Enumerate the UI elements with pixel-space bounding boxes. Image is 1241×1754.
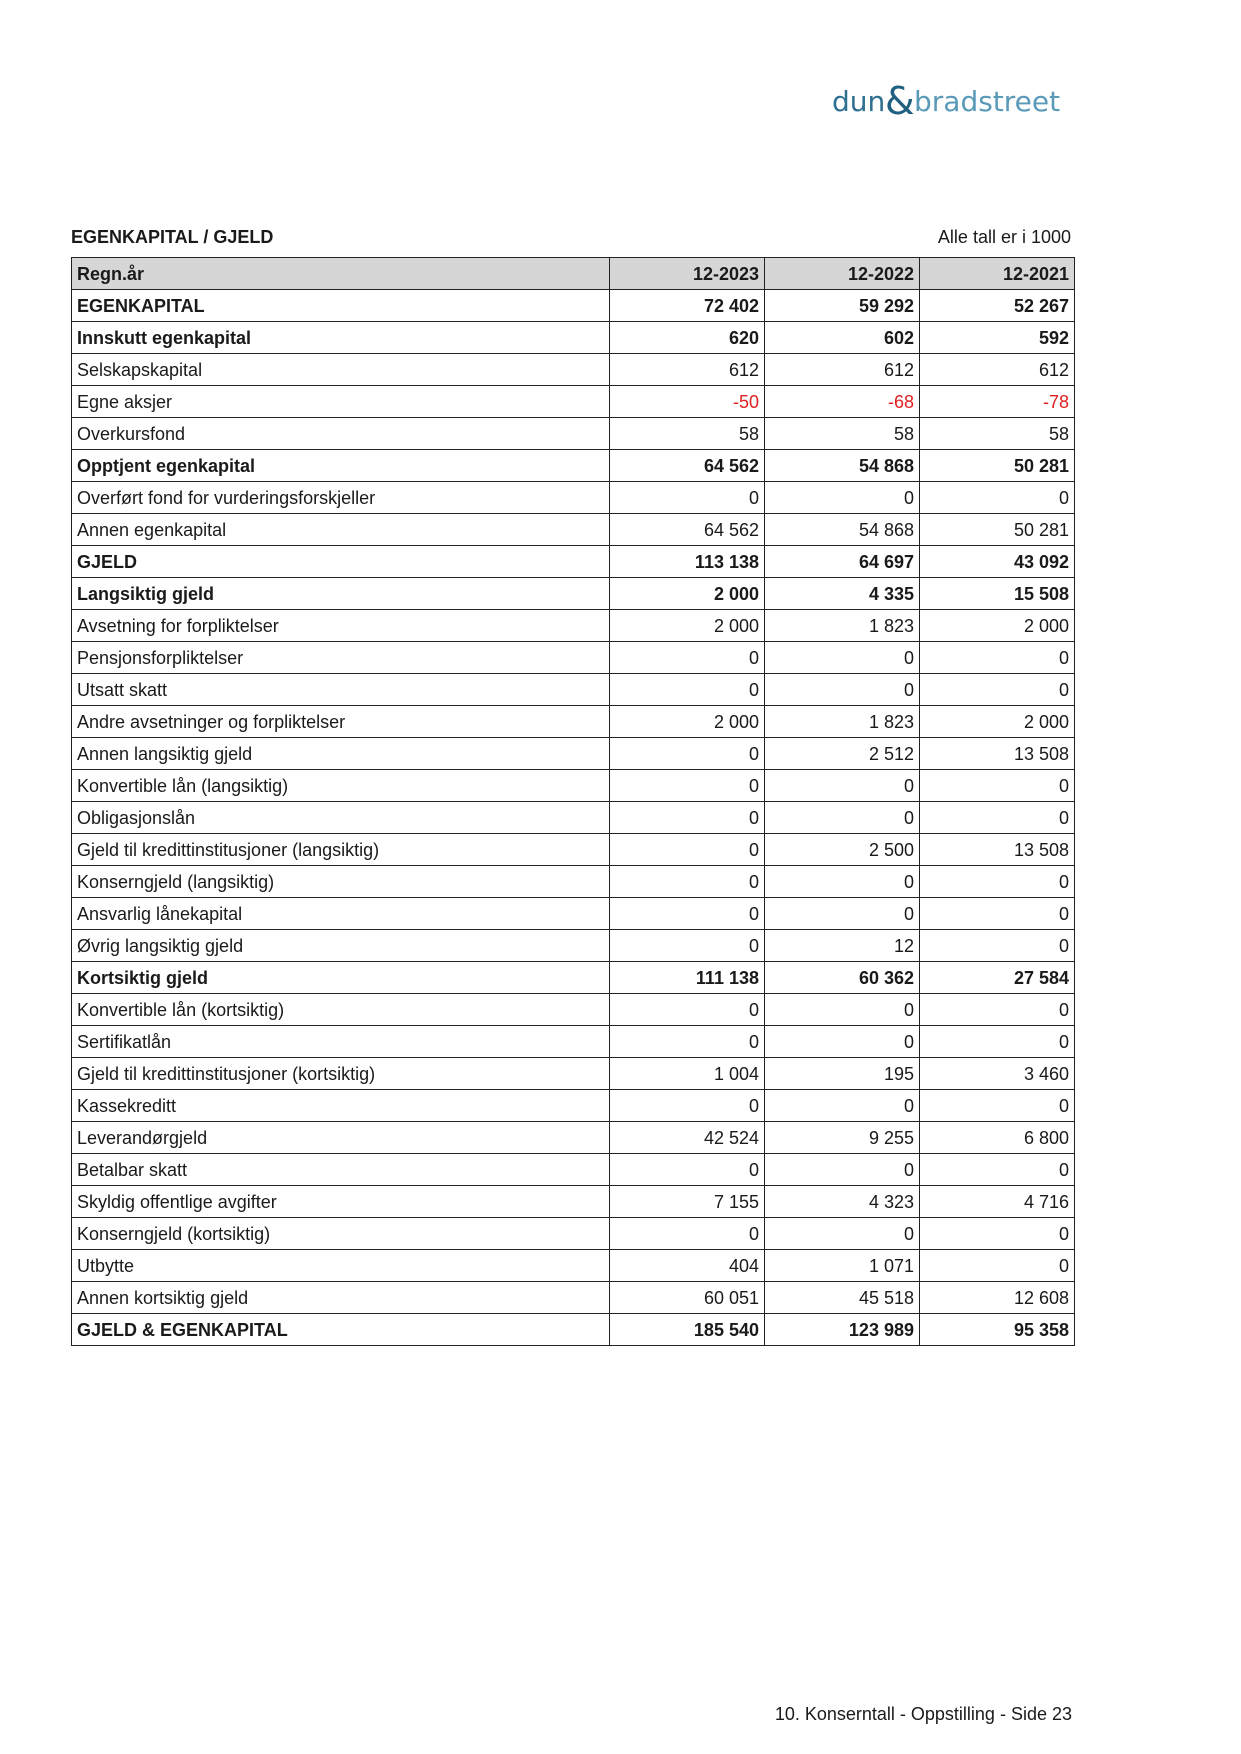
row-value: 43 092: [920, 546, 1075, 578]
row-value: 50 281: [920, 514, 1075, 546]
row-value: 64 697: [765, 546, 920, 578]
table-header: [72, 258, 1075, 290]
row-value: 2 000: [920, 610, 1075, 642]
row-value: 60 362: [765, 962, 920, 994]
table-row: [72, 1218, 1075, 1250]
table-row: [72, 674, 1075, 706]
row-value: 0: [610, 738, 765, 770]
section-title: EGENKAPITAL / GJELD: [71, 227, 274, 247]
row-value: 0: [610, 802, 765, 834]
row-label: Betalbar skatt: [72, 1154, 610, 1186]
logo-ampersand: &: [885, 79, 915, 122]
table-row: [72, 354, 1075, 386]
row-value: 60 051: [610, 1282, 765, 1314]
row-value: 2 000: [610, 610, 765, 642]
row-label: Andre avsetninger og forpliktelser: [72, 706, 610, 738]
table-row: [72, 578, 1075, 610]
row-value: 0: [920, 674, 1075, 706]
row-value: 64 562: [610, 514, 765, 546]
row-label: GJELD: [72, 546, 610, 578]
table-row: [72, 898, 1075, 930]
page-footer: 10. Konserntall - Oppstilling - Side 23: [774, 1704, 1072, 1724]
row-value: 602: [765, 322, 920, 354]
row-value: 111 138: [610, 962, 765, 994]
row-label: Kortsiktig gjeld: [72, 962, 610, 994]
row-value: 0: [920, 1218, 1075, 1250]
row-value: 0: [610, 1090, 765, 1122]
row-value: 0: [765, 674, 920, 706]
row-value: 15 508: [920, 578, 1075, 610]
row-label: Konvertible lån (kortsiktig): [72, 994, 610, 1026]
row-value: 0: [920, 1154, 1075, 1186]
row-value: 0: [610, 770, 765, 802]
row-label: Øvrig langsiktig gjeld: [72, 930, 610, 962]
row-label: Gjeld til kredittinstitusjoner (langsiktig): [72, 834, 610, 866]
row-value: 0: [920, 866, 1075, 898]
table-row: [72, 482, 1075, 514]
table-row: [72, 386, 1075, 418]
row-value: -78: [920, 386, 1075, 418]
row-value: 185 540: [610, 1314, 765, 1346]
table-row: [72, 1250, 1075, 1282]
table-row: [72, 1314, 1075, 1346]
table-row: [72, 866, 1075, 898]
row-value: 1 823: [765, 610, 920, 642]
row-value: 0: [610, 994, 765, 1026]
row-value: 0: [610, 834, 765, 866]
row-label: Utbytte: [72, 1250, 610, 1282]
row-label: Utsatt skatt: [72, 674, 610, 706]
table-row: [72, 1090, 1075, 1122]
row-value: 0: [610, 482, 765, 514]
row-label: Selskapskapital: [72, 354, 610, 386]
row-label: Annen kortsiktig gjeld: [72, 1282, 610, 1314]
row-value: 58: [765, 418, 920, 450]
row-value: 0: [765, 898, 920, 930]
row-value: 0: [920, 770, 1075, 802]
row-value: 0: [765, 1154, 920, 1186]
row-value: 0: [610, 1154, 765, 1186]
row-value: 2 512: [765, 738, 920, 770]
table-row: [72, 418, 1075, 450]
row-label: Gjeld til kredittinstitusjoner (kortsiktig): [72, 1058, 610, 1090]
row-value: 3 460: [920, 1058, 1075, 1090]
row-label: Egne aksjer: [72, 386, 610, 418]
row-value: 0: [765, 482, 920, 514]
table-row: [72, 930, 1075, 962]
logo-text-right: bradstreet: [914, 85, 1061, 118]
row-value: 4 716: [920, 1186, 1075, 1218]
row-value: 12: [765, 930, 920, 962]
table-row: [72, 770, 1075, 802]
unit-note: Alle tall er i 1000: [937, 227, 1071, 247]
header-year: 12-2021: [920, 258, 1075, 290]
row-value: 620: [610, 322, 765, 354]
row-value: 1 004: [610, 1058, 765, 1090]
row-label: Skyldig offentlige avgifter: [72, 1186, 610, 1218]
row-value: 64 562: [610, 450, 765, 482]
row-label: Overført fond for vurderingsforskjeller: [72, 482, 610, 514]
row-value: 4 335: [765, 578, 920, 610]
row-value: 0: [920, 1090, 1075, 1122]
row-value: 0: [765, 1026, 920, 1058]
row-value: 0: [920, 994, 1075, 1026]
row-value: -50: [610, 386, 765, 418]
row-value: 0: [610, 642, 765, 674]
row-value: 0: [610, 1026, 765, 1058]
table-row: [72, 802, 1075, 834]
row-value: 0: [765, 770, 920, 802]
row-value: 54 868: [765, 514, 920, 546]
row-value: 0: [765, 994, 920, 1026]
row-value: 2 000: [920, 706, 1075, 738]
row-value: 58: [920, 418, 1075, 450]
row-value: 0: [920, 1250, 1075, 1282]
table-row: [72, 290, 1075, 322]
row-value: 0: [765, 1090, 920, 1122]
table-row: [72, 450, 1075, 482]
table-body: [72, 290, 1075, 1346]
row-value: 2 000: [610, 578, 765, 610]
section-header: [71, 225, 1071, 249]
row-value: 195: [765, 1058, 920, 1090]
header-label: Regn.år: [72, 258, 610, 290]
row-value: 54 868: [765, 450, 920, 482]
row-label: Annen langsiktig gjeld: [72, 738, 610, 770]
row-label: Sertifikatlån: [72, 1026, 610, 1058]
row-value: 113 138: [610, 546, 765, 578]
row-label: GJELD & EGENKAPITAL: [72, 1314, 610, 1346]
row-value: 59 292: [765, 290, 920, 322]
row-label: Obligasjonslån: [72, 802, 610, 834]
table-row: [72, 834, 1075, 866]
logo-text-left: dun: [832, 85, 886, 118]
row-value: 612: [610, 354, 765, 386]
row-value: 1 823: [765, 706, 920, 738]
header-year: 12-2023: [610, 258, 765, 290]
table-row: [72, 642, 1075, 674]
row-value: 0: [920, 802, 1075, 834]
row-value: 0: [920, 482, 1075, 514]
row-value: 12 608: [920, 1282, 1075, 1314]
row-value: 612: [920, 354, 1075, 386]
row-label: Innskutt egenkapital: [72, 322, 610, 354]
row-label: Kassekreditt: [72, 1090, 610, 1122]
dun-bradstreet-logo-mark: [832, 78, 1072, 122]
header-row: [72, 258, 1075, 290]
table-row: [72, 546, 1075, 578]
row-value: 612: [765, 354, 920, 386]
table-row: [72, 1058, 1075, 1090]
row-value: 592: [920, 322, 1075, 354]
row-value: 45 518: [765, 1282, 920, 1314]
row-value: 1 071: [765, 1250, 920, 1282]
row-label: Avsetning for forpliktelser: [72, 610, 610, 642]
table-row: [72, 1026, 1075, 1058]
row-value: 0: [920, 642, 1075, 674]
row-value: 0: [610, 674, 765, 706]
row-value: 0: [920, 930, 1075, 962]
table-row: [72, 1122, 1075, 1154]
table-row: [72, 706, 1075, 738]
row-value: 123 989: [765, 1314, 920, 1346]
row-value: 27 584: [920, 962, 1075, 994]
balance-sheet-table: [71, 257, 1075, 1346]
header-year: 12-2022: [765, 258, 920, 290]
row-value: 0: [610, 898, 765, 930]
row-value: 0: [610, 930, 765, 962]
table-row: [72, 1282, 1075, 1314]
row-value: 404: [610, 1250, 765, 1282]
row-value: 0: [920, 1026, 1075, 1058]
row-value: 2 000: [610, 706, 765, 738]
table-row: [72, 322, 1075, 354]
row-label: Konserngjeld (kortsiktig): [72, 1218, 610, 1250]
row-value: 6 800: [920, 1122, 1075, 1154]
table-row: [72, 1186, 1075, 1218]
row-label: Konserngjeld (langsiktig): [72, 866, 610, 898]
row-value: 9 255: [765, 1122, 920, 1154]
table-row: [72, 1154, 1075, 1186]
table-row: [72, 514, 1075, 546]
table-row: [72, 610, 1075, 642]
row-label: Pensjonsforpliktelser: [72, 642, 610, 674]
dun-bradstreet-logo: [832, 78, 1072, 122]
row-value: 0: [765, 1218, 920, 1250]
row-value: 0: [765, 642, 920, 674]
row-label: EGENKAPITAL: [72, 290, 610, 322]
row-value: 0: [920, 898, 1075, 930]
table-row: [72, 962, 1075, 994]
row-value: 95 358: [920, 1314, 1075, 1346]
row-value: -68: [765, 386, 920, 418]
row-label: Overkursfond: [72, 418, 610, 450]
row-value: 42 524: [610, 1122, 765, 1154]
row-label: Leverandørgjeld: [72, 1122, 610, 1154]
row-label: Konvertible lån (langsiktig): [72, 770, 610, 802]
row-value: 4 323: [765, 1186, 920, 1218]
row-value: 0: [610, 1218, 765, 1250]
row-label: Annen egenkapital: [72, 514, 610, 546]
row-value: 72 402: [610, 290, 765, 322]
table-row: [72, 994, 1075, 1026]
row-value: 0: [765, 802, 920, 834]
row-label: Ansvarlig lånekapital: [72, 898, 610, 930]
row-value: 7 155: [610, 1186, 765, 1218]
row-value: 58: [610, 418, 765, 450]
row-value: 13 508: [920, 834, 1075, 866]
row-value: 50 281: [920, 450, 1075, 482]
row-label: Opptjent egenkapital: [72, 450, 610, 482]
row-value: 13 508: [920, 738, 1075, 770]
row-value: 0: [765, 866, 920, 898]
table-row: [72, 738, 1075, 770]
row-value: 0: [610, 866, 765, 898]
row-value: 2 500: [765, 834, 920, 866]
row-value: 52 267: [920, 290, 1075, 322]
row-label: Langsiktig gjeld: [72, 578, 610, 610]
